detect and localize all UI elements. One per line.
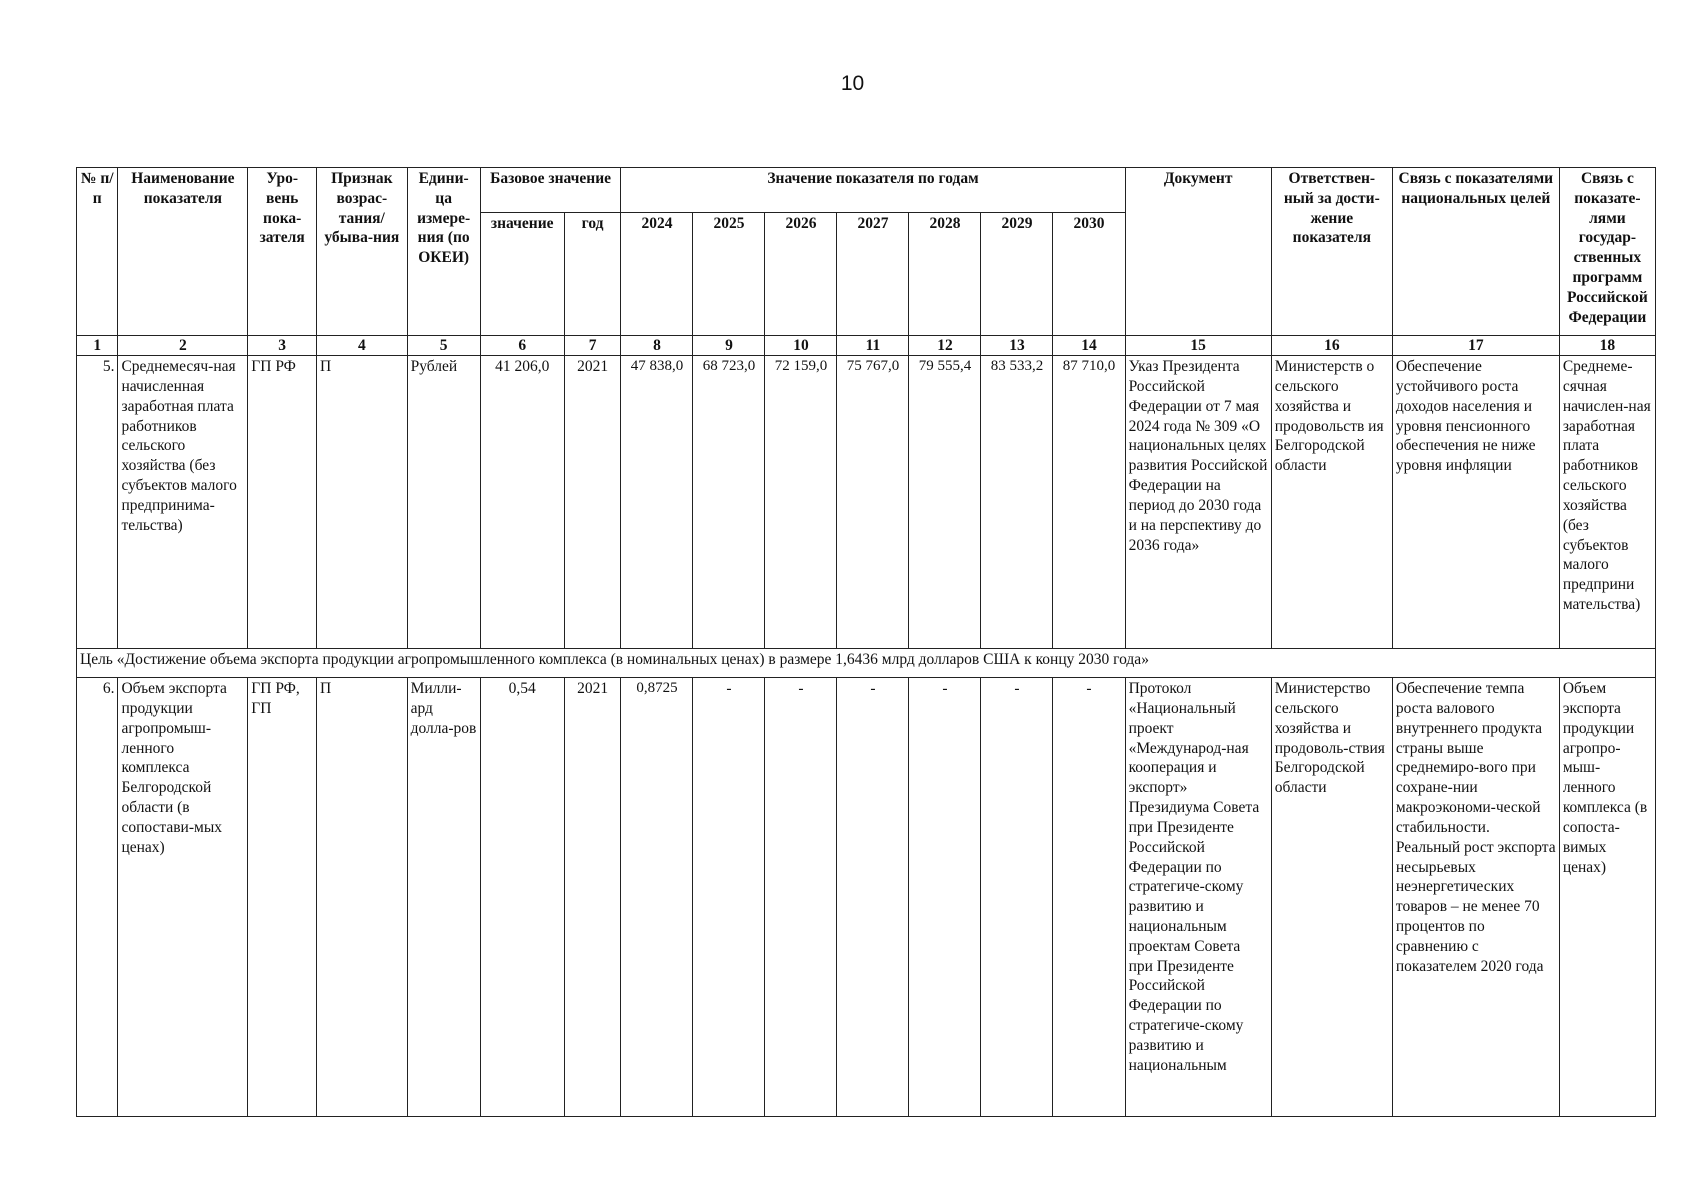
header-state-programs: Связь с показате-лями государ-ственных программ Российской Федерации [1559, 168, 1655, 336]
year-value: 75 767,0 [837, 356, 909, 649]
year-value: - [837, 678, 909, 1117]
header-responsible: Ответствен-ный за дости-жение показателя [1271, 168, 1392, 336]
column-number: 8 [621, 336, 693, 356]
column-number: 16 [1271, 336, 1392, 356]
column-number: 2 [118, 336, 248, 356]
header-base-value: значение [480, 213, 564, 336]
goal-row [77, 649, 1656, 678]
header-year: 2028 [909, 213, 981, 336]
header-year: 2030 [1053, 213, 1125, 336]
table-row [77, 356, 1656, 649]
year-value: 79 555,4 [909, 356, 981, 649]
year-value: 47 838,0 [621, 356, 693, 649]
base-value: 41 206,0 [480, 356, 564, 649]
indicator-level: ГП РФ, ГП [248, 678, 317, 1117]
year-value: - [1053, 678, 1125, 1117]
indicator-sign: П [317, 356, 408, 649]
national-goals-text: Обеспечение устойчивого роста доходов населения и уровня пенсионного обеспечения не ниже уровня инфляции [1392, 356, 1559, 649]
header-year: 2025 [693, 213, 765, 336]
column-number: 9 [693, 336, 765, 356]
page-number: 10 [840, 72, 865, 95]
year-value: - [693, 678, 765, 1117]
year-value: - [981, 678, 1053, 1117]
header-year: 2029 [981, 213, 1053, 336]
column-number: 11 [837, 336, 909, 356]
column-number: 1 [77, 336, 118, 356]
row-num: 6. [77, 678, 118, 1117]
header-year: 2027 [837, 213, 909, 336]
header-document: Документ [1125, 168, 1271, 336]
row-num: 5. [77, 356, 118, 649]
column-number: 18 [1559, 336, 1655, 356]
header-base: Базовое значение [480, 168, 621, 213]
indicator-name: Объем экспорта продукции агропромыш-ленного комплекса Белгородской области (в сопостави-мых ценах) [118, 678, 248, 1117]
column-number-row [77, 336, 1656, 356]
column-number: 10 [765, 336, 837, 356]
header-sign: Признак возрас-тания/ убыва-ния [317, 168, 408, 336]
indicator-name: Среднемесяч-ная начисленная заработная плата работников сельского хозяйства (без субъектов малого предпринима-тельства) [118, 356, 248, 649]
year-value: 72 159,0 [765, 356, 837, 649]
header-base-year: год [564, 213, 621, 336]
responsible-text: Министерств о сельского хозяйства и продовольств ия Белгородской области [1271, 356, 1392, 649]
column-number: 15 [1125, 336, 1271, 356]
document-text: Указ Президента Российской Федерации от 7 мая 2024 года № 309 «О национальных целях развития Российской Федерации на период до 2030 года и на перспективу до 2036 года» [1125, 356, 1271, 649]
column-number: 12 [909, 336, 981, 356]
column-number: 17 [1392, 336, 1559, 356]
state-programs-text: Среднеме-сячная начислен-ная заработная плата работников сельского хозяйства (без субъектов малого предприни мательства) [1559, 356, 1655, 649]
header-level: Уро-вень пока-зателя [248, 168, 317, 336]
document-text: Протокол «Национальный проект «Международ-ная кооперация и экспорт» Президиума Совета при Президенте Российской Федерации по стратегиче-скому развитию и национальным проектам Совета при Президенте Российской Федерации по стратегиче-скому развитию и национальным [1125, 678, 1271, 1117]
year-value: 83 533,2 [981, 356, 1053, 649]
indicator-sign: П [317, 678, 408, 1117]
table-row [77, 678, 1656, 1117]
column-number: 13 [981, 336, 1053, 356]
year-value: 87 710,0 [1053, 356, 1125, 649]
header-national-goals: Связь с показателями национальных целей [1392, 168, 1559, 336]
year-value: - [765, 678, 837, 1117]
column-number: 7 [564, 336, 621, 356]
responsible-text: Министерство сельского хозяйства и продоволь-ствия Белгородской области [1271, 678, 1392, 1117]
goal-text: Цель «Достижение объема экспорта продукции агропромышленного комплекса (в номинальных ценах) в размере 1,6436 млрд долларов США к концу 2030 года» [77, 649, 1656, 678]
indicator-level: ГП РФ [248, 356, 317, 649]
base-year: 2021 [564, 678, 621, 1117]
header-row-top [77, 168, 1656, 213]
indicator-unit: Милли-ард долла-ров [407, 678, 480, 1117]
year-value: 68 723,0 [693, 356, 765, 649]
header-year: 2024 [621, 213, 693, 336]
header-values-by-year: Значение показателя по годам [621, 168, 1125, 213]
base-year: 2021 [564, 356, 621, 649]
base-value: 0,54 [480, 678, 564, 1117]
year-value: 0,8725 [621, 678, 693, 1117]
state-programs-text: Объем экспорта продукции агропро-мыш-ленного комплекса (в сопоста-вимых ценах) [1559, 678, 1655, 1117]
indicator-unit: Рублей [407, 356, 480, 649]
header-num: № п/п [77, 168, 118, 336]
column-number: 14 [1053, 336, 1125, 356]
column-number: 5 [407, 336, 480, 356]
national-goals-text: Обеспечение темпа роста валового внутреннего продукта страны выше среднемиро-вого при сохране-нии макроэкономи-ческой стабильности. Реальный рост экспорта несырьевых неэнергетических товаров – не менее 70 процентов по сравнению с показателем 2020 года [1392, 678, 1559, 1117]
indicators-table [76, 167, 1656, 1117]
header-name: Наименование показателя [118, 168, 248, 336]
header-unit: Едини-ца измере-ния (по ОКЕИ) [407, 168, 480, 336]
column-number: 4 [317, 336, 408, 356]
year-value: - [909, 678, 981, 1117]
column-number: 3 [248, 336, 317, 356]
column-number: 6 [480, 336, 564, 356]
header-year: 2026 [765, 213, 837, 336]
